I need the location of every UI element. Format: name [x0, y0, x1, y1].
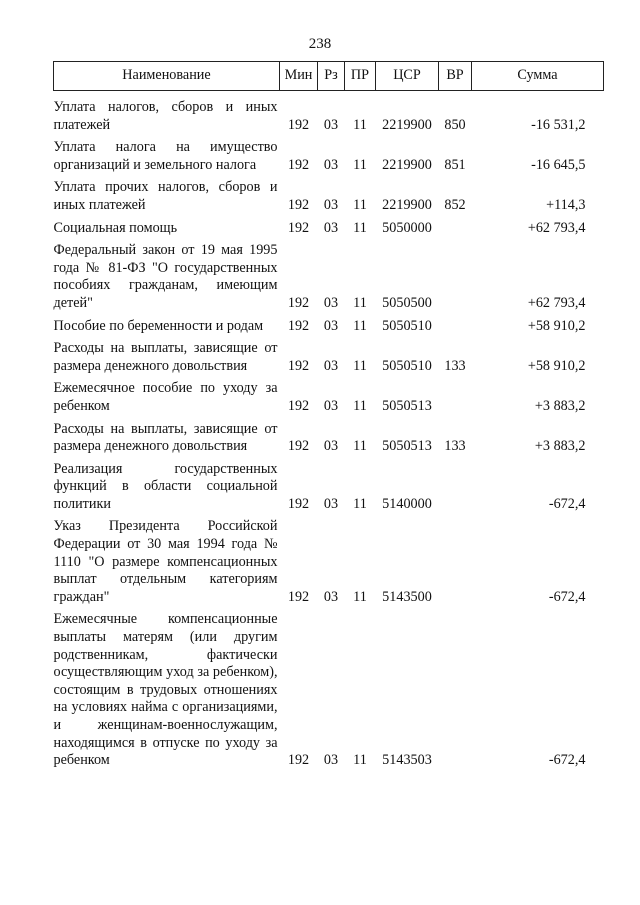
cell-rz: 03: [323, 588, 339, 605]
cell-csr: 5050513: [382, 438, 432, 455]
cell-vr: 133: [444, 438, 466, 455]
table-row: [54, 135, 604, 175]
cell-vr: 852: [444, 196, 466, 213]
cell-pr: 11: [353, 219, 367, 236]
cell-sum: -16 645,5: [531, 156, 586, 173]
cell-name: Уплата налогов, сборов и иных платежей: [53, 99, 278, 133]
cell-min: 192: [287, 357, 310, 374]
cell-csr: 5050500: [382, 294, 432, 311]
cell-sum: +58 910,2: [527, 317, 586, 334]
table-row: [54, 91, 604, 136]
table-header: [54, 62, 604, 91]
cell-name: Уплата налога на имущество организаций и земельного налога: [53, 139, 278, 173]
cell-pr: 11: [353, 752, 367, 769]
cell-rz: 03: [323, 397, 339, 414]
cell-pr: 11: [353, 116, 367, 133]
cell-min: 192: [287, 588, 310, 605]
cell-vr: [439, 514, 472, 607]
table-row: [54, 238, 604, 313]
cell-rz: 03: [323, 196, 339, 213]
budget-table: [53, 61, 604, 771]
cell-pr: 11: [353, 357, 367, 374]
cell-min: 192: [287, 196, 310, 213]
cell-csr: 5143500: [382, 588, 432, 605]
cell-min: 192: [287, 219, 310, 236]
cell-csr: 5050000: [382, 219, 432, 236]
cell-pr: 11: [353, 294, 367, 311]
cell-csr: 5050513: [382, 397, 432, 414]
cell-min: 192: [287, 495, 310, 512]
page-number: 238: [308, 36, 332, 52]
table-row: [54, 216, 604, 239]
header-csr: ЦСР: [376, 62, 439, 91]
table-row: [54, 417, 604, 457]
cell-name: Указ Президента Российской Федерации от 30 мая 1994 года № 1110 "О размере компенсационных выплат отдельным категориям граждан": [53, 518, 278, 605]
cell-min: 192: [287, 317, 310, 334]
cell-vr: [439, 607, 472, 770]
table-row: [54, 376, 604, 416]
cell-sum: +3 883,2: [534, 438, 586, 455]
cell-vr: 851: [444, 156, 466, 173]
table-row: [54, 514, 604, 607]
cell-sum: -672,4: [548, 588, 586, 605]
cell-rz: 03: [323, 156, 339, 173]
cell-min: 192: [287, 156, 310, 173]
header-row: [54, 62, 604, 91]
cell-name: Расходы на выплаты, зависящие от размера денежного довольствия: [53, 340, 278, 374]
cell-min: 192: [287, 294, 310, 311]
cell-name: Социальная помощь: [53, 219, 178, 236]
cell-pr: 11: [353, 317, 367, 334]
header-pr: ПР: [345, 62, 376, 91]
cell-csr: 5050510: [382, 357, 432, 374]
cell-rz: 03: [323, 219, 339, 236]
cell-sum: +62 793,4: [527, 219, 586, 236]
cell-name: Федеральный закон от 19 мая 1995 года № 81-ФЗ "О государственных пособиях гражданам, имеющим детей": [53, 242, 278, 311]
header-name: Наименование: [54, 62, 280, 91]
cell-sum: +3 883,2: [534, 397, 586, 414]
cell-sum: +114,3: [546, 196, 586, 213]
cell-vr: [439, 457, 472, 515]
cell-name: Уплата прочих налогов, сборов и иных платежей: [53, 179, 278, 213]
cell-sum: -16 531,2: [531, 116, 586, 133]
cell-sum: +62 793,4: [527, 294, 586, 311]
cell-rz: 03: [323, 294, 339, 311]
cell-rz: 03: [323, 317, 339, 334]
header-vr: ВР: [439, 62, 472, 91]
cell-sum: -672,4: [548, 495, 586, 512]
cell-csr: 2219900: [382, 196, 432, 213]
cell-pr: 11: [353, 588, 367, 605]
table-row: [54, 175, 604, 215]
cell-name: Реализация государственных функций в области социальной политики: [53, 460, 278, 512]
cell-csr: 5140000: [382, 495, 432, 512]
cell-min: 192: [287, 752, 310, 769]
cell-vr: [439, 238, 472, 313]
cell-rz: 03: [323, 438, 339, 455]
cell-vr: 850: [444, 116, 466, 133]
cell-rz: 03: [323, 116, 339, 133]
cell-name: Расходы на выплаты, зависящие от размера денежного довольствия: [53, 420, 278, 455]
header-sum: Сумма: [472, 62, 604, 91]
cell-min: 192: [287, 397, 310, 414]
cell-sum: -672,4: [548, 752, 586, 769]
cell-rz: 03: [323, 357, 339, 374]
table-row: [54, 607, 604, 770]
table-body: [54, 91, 604, 771]
cell-csr: 5143503: [382, 752, 432, 769]
header-min: Мин: [280, 62, 318, 91]
table-row: [54, 336, 604, 376]
table-row: [54, 314, 604, 337]
cell-vr: [439, 314, 472, 337]
cell-pr: 11: [353, 156, 367, 173]
cell-vr: [439, 376, 472, 416]
header-rz: Рз: [318, 62, 345, 91]
cell-sum: +58 910,2: [527, 357, 586, 374]
cell-pr: 11: [353, 397, 367, 414]
cell-min: 192: [287, 116, 310, 133]
cell-name: Ежемесячное пособие по уходу за ребенком: [53, 380, 278, 414]
cell-pr: 11: [353, 196, 367, 213]
cell-rz: 03: [323, 752, 339, 769]
table-row: [54, 457, 604, 515]
cell-rz: 03: [323, 495, 339, 512]
cell-csr: 5050510: [382, 317, 432, 334]
cell-name: Пособие по беременности и родам: [53, 317, 264, 334]
cell-min: 192: [287, 438, 310, 455]
cell-pr: 11: [353, 438, 367, 455]
cell-pr: 11: [353, 495, 367, 512]
cell-vr: [439, 216, 472, 239]
cell-csr: 2219900: [382, 156, 432, 173]
cell-vr: 133: [444, 357, 466, 374]
cell-csr: 2219900: [382, 116, 432, 133]
cell-name: Ежемесячные компенсационные выплаты матерям (или другим родственникам, фактически осуществляющим уход за ребенком), состоящим в трудовых отношениях на условиях найма с организациями, и женщинам-военнослужащим, находящимся в отпуске по уходу за ребенком: [53, 611, 278, 769]
